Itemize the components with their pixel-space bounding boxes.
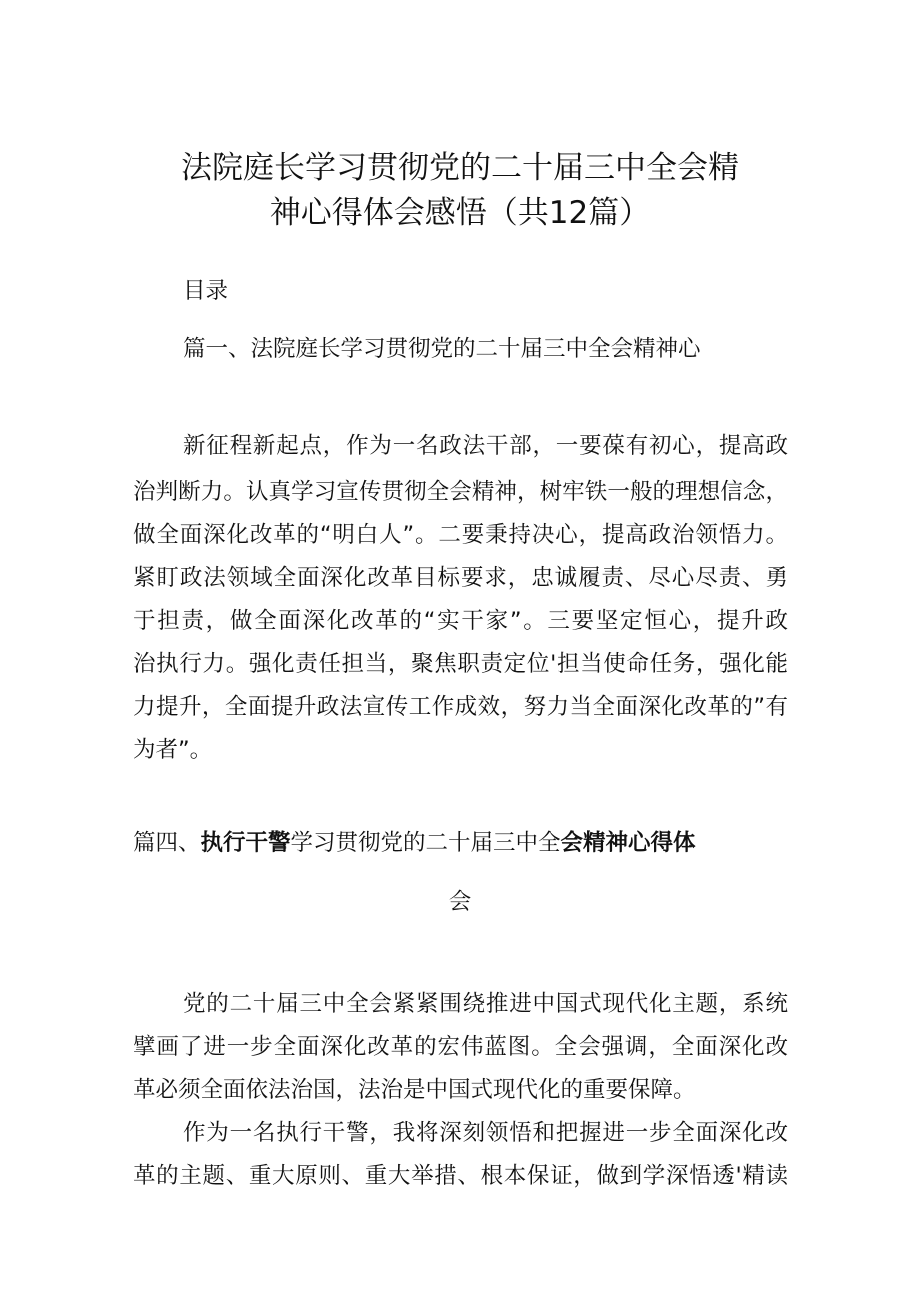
toc-item-1: 篇一、法院庭长学习贯彻党的二十届三中全会精神心 <box>183 336 701 362</box>
toc-heading: 目录 <box>183 278 229 304</box>
section1-paragraph-line: 力提升，全面提升政法宣传工作成效，努力当全面深化改革的”有 <box>133 694 788 720</box>
section4-paragraph-line: 作为一名执行干警，我将深刻领悟和把握进一步全面深化改 <box>183 1120 788 1146</box>
section4-paragraph-line: 擘画了进一步全面深化改革的宏伟蓝图。全会强调，全面深化改 <box>133 1034 788 1060</box>
document-title-line-2: 神心得体会感悟（共12篇） <box>269 195 651 231</box>
section1-paragraph-line: 新征程新起点，作为一名政法干部，一要葆有初心，提高政 <box>183 433 788 459</box>
section4-heading-line-2: 会 <box>448 889 472 915</box>
section4-paragraph-line: 党的二十届三中全会紧紧围绕推进中国式现代化主题，系统 <box>183 991 788 1017</box>
section1-paragraph-line: 治执行力。强化责任担当，聚焦职责定位'担当使命任务，强化能 <box>133 651 788 677</box>
section1-paragraph-line: 治判断力。认真学习宣传贯彻全会精神，树牢铁一般的理想信念， <box>133 479 788 505</box>
document-title-line-1: 法院庭长学习贯彻党的二十届三中全会精 <box>181 150 739 186</box>
section4-heading-bold-2: 会精神心得体 <box>560 830 696 856</box>
section1-paragraph-line: 紧盯政法领域全面深化改革目标要求，忠诚履责、尽心尽责、勇 <box>133 565 788 591</box>
section4-paragraph-line: 革必须全面依法治国，法治是中国式现代化的重要保障。 <box>133 1077 696 1103</box>
section4-heading-bold-1: 执行干警 <box>200 830 291 856</box>
section1-paragraph-line: 为者”。 <box>133 737 213 763</box>
section4-heading-prefix: 篇四、 <box>133 830 201 856</box>
section4-paragraph-line: 革的主题、重大原则、重大举措、根本保证，做到学深悟透'精读 <box>133 1163 788 1189</box>
section4-heading-middle: 学习贯彻党的二十届三中全 <box>290 830 561 856</box>
section1-paragraph-line: 于担责，做全面深化改革的“实干家”。三要坚定恒心，提升政 <box>133 608 788 634</box>
section1-paragraph-line: 做全面深化改革的“明白人”。二要秉持决心，提高政治领悟力。 <box>133 522 788 548</box>
section4-heading <box>133 828 696 858</box>
